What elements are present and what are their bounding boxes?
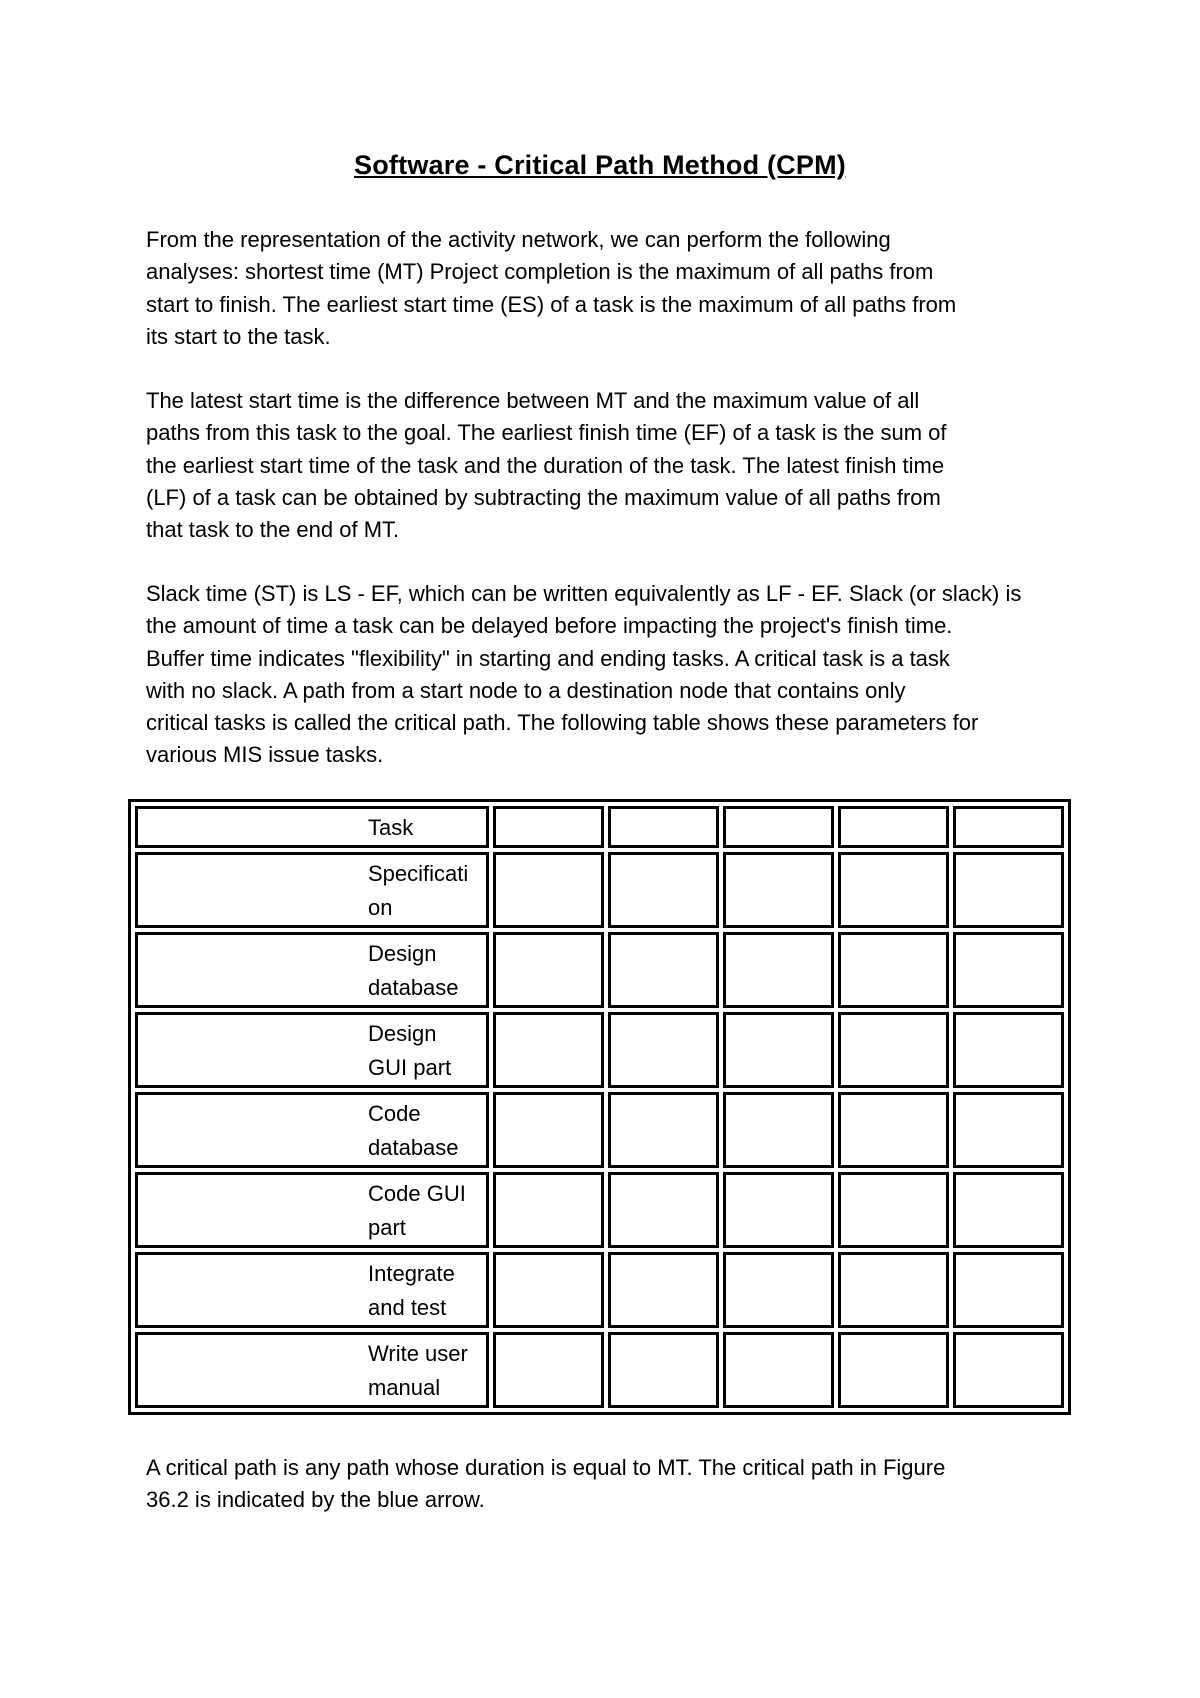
paragraph-analyses — [146, 224, 1076, 353]
paragraph-line: with no slack. A path from a start node to a destination node that contains only — [146, 677, 906, 703]
task-name-line: part — [368, 1215, 406, 1240]
table-empty-cell — [953, 1332, 1064, 1408]
task-name-line: database — [368, 975, 459, 1000]
table-row — [135, 1172, 1064, 1248]
paragraph-line: From the representation of the activity network, we can perform the following — [146, 227, 891, 252]
table-task-cell — [135, 1012, 489, 1088]
paragraph-line: A critical path is any path whose duration is equal to MT. The critical path in Figure — [146, 1455, 946, 1480]
table-row — [135, 1092, 1064, 1168]
paragraph-line: Slack time (ST) is LS - EF, which can be written equivalently as LF - EF. Slack (or slack) is — [146, 581, 1022, 606]
table-empty-cell — [493, 1252, 604, 1328]
table-empty-cell — [953, 932, 1064, 1008]
table-empty-cell — [953, 852, 1064, 928]
task-name-line: manual — [368, 1375, 441, 1400]
table-empty-cell — [953, 1092, 1064, 1168]
table-empty-cell — [953, 1172, 1064, 1248]
table-task-cell — [135, 1172, 489, 1248]
table-empty-cell — [953, 1012, 1064, 1088]
table-empty-cell — [608, 1332, 719, 1408]
table-empty-cell — [723, 852, 834, 928]
task-name-line: and test — [368, 1295, 447, 1320]
paragraph-critical-path — [146, 1452, 1076, 1517]
table-empty-cell — [838, 1332, 949, 1408]
table-empty-cell — [493, 1092, 604, 1168]
table-empty-cell — [608, 1092, 719, 1168]
paragraph-line: Buffer time indicates "flexibility" in starting and ending tasks. A critical task is a task — [146, 645, 950, 671]
task-name-line: Design — [368, 1021, 437, 1046]
table-task-cell — [135, 1092, 489, 1168]
table-empty-cell — [838, 1252, 949, 1328]
paragraph-line: paths from this task to the goal. The earliest finish time (EF) of a task is the sum of — [146, 420, 947, 446]
paragraph-line: The latest start time is the difference between MT and the maximum value of all — [146, 388, 920, 413]
table-empty-cell — [608, 1012, 719, 1088]
table-task-cell — [135, 1332, 489, 1408]
paragraph-line: its start to the task. — [146, 323, 331, 349]
table-empty-cell — [493, 932, 604, 1008]
paragraph-line: that task to the end of MT. — [146, 517, 400, 543]
table-empty-cell — [608, 852, 719, 928]
table-empty-cell — [953, 806, 1064, 848]
paragraph-line: the earliest start time of the task and the duration of the task. The latest finish time — [146, 452, 945, 478]
paragraph-line: start to finish. The earliest start time (ES) of a task is the maximum of all paths from — [146, 291, 957, 317]
paragraph-line: various MIS issue tasks. — [146, 742, 384, 768]
table-empty-cell — [608, 1172, 719, 1248]
paragraph-latest-start — [146, 385, 1076, 546]
table-empty-cell — [493, 1172, 604, 1248]
task-name-line: Design — [368, 941, 437, 966]
paragraph-line: analyses: shortest time (MT) Project completion is the maximum of all paths from — [146, 259, 934, 285]
table-header-cell — [135, 806, 489, 848]
paragraph-line: the amount of time a task can be delayed before impacting the project's finish time. — [146, 613, 953, 639]
table-empty-cell — [493, 1012, 604, 1088]
table-empty-cell — [723, 1172, 834, 1248]
table-empty-cell — [493, 852, 604, 928]
task-name-line: database — [368, 1135, 459, 1160]
table-empty-cell — [723, 1332, 834, 1408]
table-empty-cell — [838, 1012, 949, 1088]
table-header-row — [135, 806, 1064, 848]
task-name-line: Code GUI — [368, 1181, 466, 1206]
table-task-cell — [135, 1252, 489, 1328]
table-row — [135, 932, 1064, 1008]
table-empty-cell — [953, 1252, 1064, 1328]
table-empty-cell — [723, 932, 834, 1008]
table-empty-cell — [838, 932, 949, 1008]
paragraph-line: 36.2 is indicated by the blue arrow. — [146, 1487, 485, 1513]
task-name-line: GUI part — [368, 1055, 452, 1080]
table-empty-cell — [838, 1092, 949, 1168]
table-empty-cell — [608, 806, 719, 848]
table-empty-cell — [723, 1092, 834, 1168]
table-empty-cell — [608, 932, 719, 1008]
table-row — [135, 852, 1064, 928]
table-empty-cell — [723, 1252, 834, 1328]
table-empty-cell — [838, 1172, 949, 1248]
table-row — [135, 1252, 1064, 1328]
table-task-cell — [135, 852, 489, 928]
task-parameters-table — [128, 799, 1071, 1415]
task-name-line: on — [368, 895, 393, 920]
table-empty-cell — [723, 1012, 834, 1088]
task-name-line: Specificati — [368, 861, 469, 886]
task-name-line: Write user — [368, 1341, 468, 1366]
paragraph-line: critical tasks is called the critical path. The following table shows these parameters for — [146, 710, 979, 736]
table-empty-cell — [608, 1252, 719, 1328]
table-empty-cell — [723, 806, 834, 848]
header-task-label: Task — [368, 815, 414, 840]
table-row — [135, 1332, 1064, 1408]
table-row — [135, 1012, 1064, 1088]
table-empty-cell — [493, 806, 604, 848]
table-task-cell — [135, 932, 489, 1008]
paragraph-slack-time — [146, 578, 1076, 772]
table-empty-cell — [838, 806, 949, 848]
table-empty-cell — [493, 1332, 604, 1408]
paragraph-line: (LF) of a task can be obtained by subtracting the maximum value of all paths from — [146, 484, 941, 510]
page-title: Software - Critical Path Method (CPM) — [354, 150, 846, 180]
task-name-line: Code — [368, 1101, 421, 1126]
task-name-line: Integrate — [368, 1261, 455, 1286]
table-empty-cell — [838, 852, 949, 928]
